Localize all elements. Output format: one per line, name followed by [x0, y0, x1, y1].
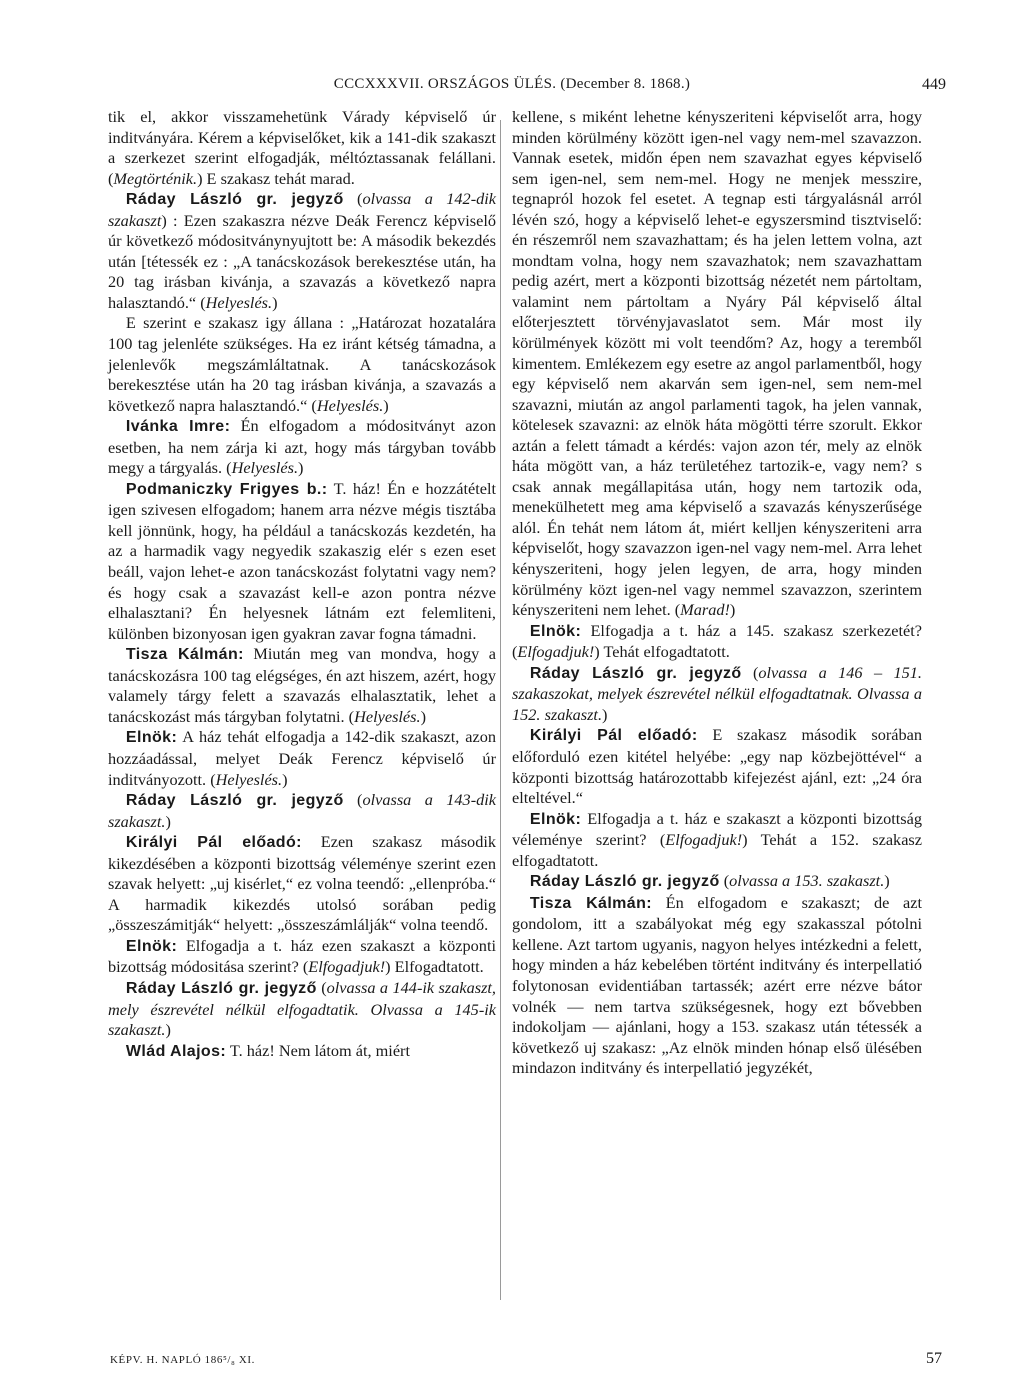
speaker-name: Királyi Pál előadó: [125, 834, 302, 852]
speaker-name: Ráday László gr. jegyző [125, 191, 344, 209]
paragraph-text: Én elfogadom a módositványt azon esetben, ha nem zárja ki azt, hogy más tárgyban tovább megy a tárgyalás. ( [108, 416, 496, 478]
paragraph [108, 832, 496, 936]
paragraph-text: A ház tehát elfogadja a 142-dik szakaszt, azon hozzáadással, melyet Deák Ferencz képviselő úr inditványozott. ( [108, 727, 496, 789]
speaker-name: Elnök: [125, 729, 178, 747]
paragraph-text: Elfogadja a t. ház a 145. szakasz szerkezetét? ( [512, 620, 922, 662]
paragraph [108, 1041, 496, 1063]
sheet-number: 57 [926, 1350, 942, 1367]
paragraph-text: ) [602, 704, 608, 724]
speaker-name: Wlád Alajos: [125, 1042, 227, 1060]
printer-signature: KÉPV. H. NAPLÓ 186⁵/₈ XI. [110, 1354, 256, 1366]
paragraph [108, 978, 496, 1041]
paragraph-text: ) [729, 600, 736, 620]
paragraph-text: ) [383, 395, 389, 415]
paragraph-text: Elfogadja a t. ház e szakaszt a központi bizottság véleménye szerint? ( [512, 808, 922, 850]
speaker-name: Ráday László gr. jegyző [529, 873, 720, 891]
page-number: 449 [922, 76, 946, 93]
stage-direction: olvassa a 144-ik szakaszt, mely észrevétel nélkül elfogadtatik. Olvassa a 145-ik szakaszt. [108, 977, 497, 1040]
paragraph [108, 790, 496, 832]
paragraph [108, 107, 496, 189]
paragraph-text: ) [272, 292, 278, 312]
paragraph-text: ) [282, 769, 288, 789]
speaker-name: Elnök: [529, 810, 582, 828]
paragraph [512, 893, 922, 1079]
paragraph-text: Elfogadja a t. ház ezen szakaszt a központi bizottság módositása szerint? ( [108, 935, 496, 977]
paragraph-text: kellene, s miként lehetne kényszeriteni képviselőt arra, hogy minden körülmény között igen-nel vagy nem-mel szavazzon. Vannak esetek, midőn épen nem szavazhat egyes képviselő sem igen-nel, sem nem-mel. Hogy ne menjek messzire, tegnapról hozok fel esetet. A tegnap esti tárgyalásnál arról lévén szó, hogy a képviselő lehet-e egyszersmind tisztviselő: én részemről nem szavazhattam; és ha jelen lettem volna, azt mondtam volna, hogy nem szavazhatok; nem szavazhattam pedig azért, mert a központi bizottság nézetét nem pártoltam, valamint nem pártoltam a Nyáry Pál képviselő által előterjesztett törvényjavaslatot sem. Már most ily körülmények között mi volt teendőm? Az, hogy a teremből kimentem. Emlékezem egy esetre az angol parlamentből, hogy egy képviselő nem akarván sem igen-nel, sem nem-mel szavazni, miután az angol parlamenti tagok, ha jelen vannak, kötelesek szavazni: az elnök háta mögötti térre szorult. Ekkor aztán a felett támadt a kérdés: vajon azon tér, mely az elnök háta mögött van, a ház területéhez tartozik-e, vagy nem? s csak annak megállapitása után, hogy nem tartozik oda, menekülhetett meg ama képviselő a szavazás kényszerűsége alól. Én tehát nem látom át, miért kelljen kényszeriteni arra képviselőt, hogy szavazzon igen-nel vagy nem-mel. Arra lehet kényszeriteni, hogy jelen legyen, de arra, hogy minden körülmény közt igen-nel vagy nemmel szavazzon, szerintem kényszeriteni nem lehet. ( [512, 107, 922, 620]
stage-direction: olvassa a 153. szakaszt. [729, 871, 885, 891]
stage-direction: Megtörténik. [113, 168, 198, 188]
speaker-name: Podmaniczky Frigyes b.: [125, 480, 328, 498]
paragraph-text: ) Elfogadtatott. [385, 957, 484, 977]
paragraph [108, 727, 496, 790]
speaker-name: Ráday László gr. jegyző [529, 664, 742, 682]
speaker-name: Elnök: [125, 937, 178, 955]
stage-direction: Helyeslés. [205, 292, 273, 312]
speaker-name: Ráday László gr. jegyző [125, 792, 344, 810]
speaker-name: Királyi Pál előadó: [529, 727, 698, 745]
left-column [108, 107, 496, 1062]
stage-direction: Helyeslés. [316, 395, 384, 415]
paragraph-text: ) E szakasz tehát marad. [197, 168, 355, 188]
speaker-name: Tisza Kálmán: [529, 894, 653, 912]
paragraph [512, 725, 922, 808]
paragraph [108, 479, 496, 644]
paragraph-text: T. ház! Én e hozzátételt igen szivesen elfogadom; hanem arra nézve mégis tisztába kell jönnünk, hogy, ha például a tanácskozás kezdetén, ha az a harmadik vagy negyedik szakaszig elér s ezen eset beáll, vajon lehet-e azon tanácskozást folytatni vagy nem? és hogy csak a szavazást kell-e azon pontra nézve elhalasztani? Én helyesnek látnám ezt felemliteni, különben bizonyosan igen gyakran zavar fogna támadni. [108, 478, 496, 643]
stage-direction: Elfogadjuk! [517, 642, 595, 662]
paragraph [108, 644, 496, 727]
paragraph-text: ) [165, 811, 171, 831]
paragraph [108, 313, 496, 416]
paragraph [512, 871, 922, 893]
paragraph [108, 416, 496, 479]
page-footer [0, 1350, 1024, 1376]
speaker-name: Elnök: [529, 622, 582, 640]
paragraph-text: ) Tehát elfogadtatott. [594, 642, 730, 662]
stage-direction: Helyeslés. [231, 458, 299, 478]
paragraph [512, 809, 922, 872]
paragraph-text: ( [316, 977, 327, 997]
paragraph-text: E szakasz második sorában előforduló ezen kitétel helyébe: „egy nap közbejöttével“ a központi bizottság határozottabb kifejezést ajánl, ezt: „24 óra elteltével.“ [512, 725, 923, 808]
stage-direction: olvassa a 146 – 151. szakaszokat, melyek észrevétel nélkül elfogadtatnak. Olvassa a 152. szakaszt. [512, 662, 922, 724]
stage-direction: olvassa a 142-dik szakaszt [108, 189, 496, 230]
paragraph [108, 189, 496, 313]
paragraph [512, 107, 922, 621]
paragraph-text: tik el, akkor visszamehetünk Várady képviselő úr inditványára. Kérem a képviselőket, kik a 141-dik szakaszt a szerkezet szerint elfogadják, méltóztassanak felállani. ( [108, 107, 496, 188]
column-divider [500, 120, 501, 1300]
paragraph-text: ( [741, 662, 759, 682]
paragraph-text: ( [343, 790, 363, 810]
paragraph-text: Én elfogadom e szakaszt; de azt gondolom, itt a szabályokat még egy szakasszal pótolni kellene. Azt tartom ugyanis, nagyon helyes intézkedni a felett, hogy minden a ház kebelében történt inditvány és interpellatió folytonosan evidentiában tartassék; azért erre nézve bátor volnék — nem tartva szükségesnek, hogy ezt bővebben indokoljam — ajánlani, hogy a 153. szakasz után tétessék a következő uj szakasz: „Az elnök minden hónap első ülésében mindazon inditvány és interpellatió jegyzékét, [512, 892, 923, 1078]
running-title: CCCXXXVII. ORSZÁGOS ÜLÉS. (December 8. 1868.) [333, 76, 691, 92]
paragraph-text: T. ház! Nem látom át, miért [226, 1040, 410, 1060]
paragraph [108, 936, 496, 978]
stage-direction: Elfogadjuk! [308, 957, 386, 977]
paragraph-text: ) Tehát a 152. szakasz elfogadtatott. [512, 830, 922, 870]
speaker-name: Ráday László gr. jegyző [125, 979, 317, 997]
stage-direction: Elfogadjuk! [665, 830, 743, 850]
stage-direction: Marad! [680, 600, 730, 620]
paragraph-text: ( [343, 189, 363, 209]
paragraph-text: ) [298, 458, 304, 478]
right-column [512, 107, 922, 1079]
paragraph-text: ) [420, 706, 426, 726]
stage-direction: Helyeslés. [215, 769, 283, 789]
speaker-name: Tisza Kálmán: [125, 646, 244, 664]
paragraph-text: E szerint e szakasz igy állana : „Határozat hozatalára 100 tag jelenléte szükséges. Ha ez iránt kétség támadna, a jelenlevők megszámláltatnak. A tanácskozások berekesztése után ha 20 tag irásban kivánja, a szavazás a következő napra halasztandó.“ ( [108, 313, 496, 415]
paragraph [512, 663, 922, 726]
paragraph-text: ) : Ezen szakaszra nézve Deák Ferencz képviselő úr következő módositványnyujtott be: A második bekezdés után [tétessék ez : „A tanácskozások berekesztése után, ha 20 tag irásban kivánja, a szavazás a következő napra halasztandó.“ ( [108, 210, 496, 312]
page-header [0, 76, 1024, 100]
paragraph-text: Ezen szakasz második kikezdésében a központi bizottság véleménye szerint ezen szavak helyett: „uj kisérlet,“ ez volna teendő: „ellenpróba.“ A harmadik kikezdés utolsó sorában pedig „összeszámitják“ helyett: „összeszámlálják“ volna teendő. [108, 832, 497, 935]
paragraph-text: Miután meg van mondva, hogy a tanácskozásra 100 tag elégséges, én azt hiszem, azért, hogy valamely tárgy felett a szavazás elhalasztatik, lehet a tanácskozást más tárgyban folytatni. ( [108, 644, 496, 726]
paragraph-text: ( [719, 871, 730, 891]
paragraph [512, 621, 922, 663]
stage-direction: Helyeslés. [354, 706, 421, 726]
stage-direction: olvassa a 143-dik szakaszt. [108, 790, 496, 831]
paragraph-text: ) [165, 1020, 171, 1040]
speaker-name: Ivánka Imre: [125, 418, 231, 436]
paragraph-text: ) [884, 871, 890, 891]
